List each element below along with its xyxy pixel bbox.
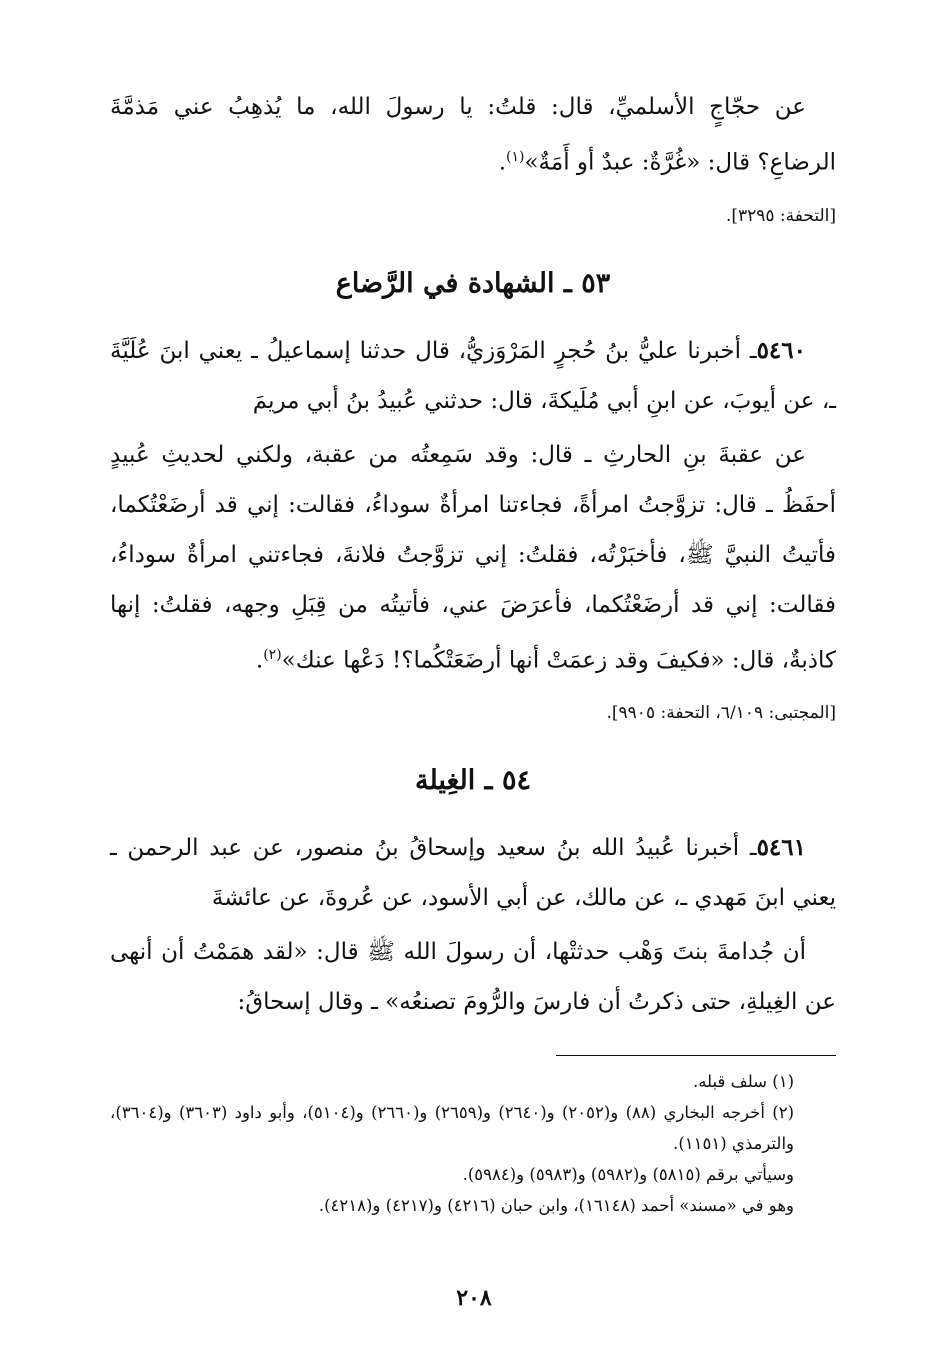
hadith-5460-isnad [110,326,836,426]
hadith-5461-number: ٥٤٦١ [756,834,806,862]
footnote-2: (٢) أخرجه البخاري (٨٨) و(٢٠٥٢) و(٢٦٤٠) و(٢٦٥٩) و(٢٦٦٠) و(٥١٠٤)، وأبو داود (٣٦٠٣) و(٣٦٠٤)، والترمذي (١١٥١). [110,1103,795,1154]
hadith-5461-isnad-text: ـ أخبرنا عُبيدُ الله بنُ سعيد وإسحاقُ بنُ منصور، عن عبد الرحمن ـ يعني ابنَ مَهدي ـ، عن مالك، عن أبي الأسود، عن عُروةَ، عن عائشةَ [110,835,836,912]
hadith-5460-tail: . [255,647,264,674]
footnote-marker-1: (١) [506,149,525,165]
hadith-5460-number: ٥٤٦٠ [756,336,806,364]
continuation-body: عن حجّاجٍ الأسلميِّ، قال: قلتُ: يا رسولَ الله، ما يُذهِبُ عني مَذمَّةَ الرضاعِ؟ قال: «غُرَّةٌ: عبدٌ أو أَمَةٌ» [110,94,836,176]
continuation-text [110,82,836,188]
hadith-5460-matn [110,430,836,686]
footnote-2-cont-a: وسيأتي برقم (٥٨١٥) و(٥٩٨٢) و(٥٩٨٣) و(٥٩٨٤). [462,1165,794,1185]
page-body [110,82,836,1221]
footnote-marker-2: (٢) [263,646,282,663]
hadith-5460-isnad-text: ـ أخبرنا عليُّ بنُ حُجرٍ المَرْوَزيُّ، قال حدثنا إسماعيلُ ـ يعني ابنَ عُلَيَّةَ ـ، عن أيوبَ، عن ابنِ أبي مُلَيكةَ، قال: حدثني عُبيدُ بنُ أبي مريمَ [110,337,836,414]
footnote-2-cont-b: وهو في «مسند» أحمد (١٦١٤٨)، وابن حبان (٤٢١٦) و(٤٢١٧) و(٤٢١٨). [318,1196,794,1216]
hadith-5461-matn: أن جُدامةَ بنتَ وَهْب حدثتْها، أن رسولَ الله ﷺ قال: «لقد همَمْتُ أن أنهى عن الغِيلةِ، حتى ذكرتُ أن فارسَ والرُّومَ تصنعُه» ـ وقال إسحاقُ: [110,939,836,1016]
hadith-5460-matn-text: عن عقبةَ بنِ الحارثِ ـ قال: وقد سَمِعتُه من عقبة، ولكني لحديثِ عُبيدٍ أحفَظُ ـ قال: تزوَّجتُ امرأةً، فجاءتنا امرأةٌ سوداءُ، فقالت: إني قد أرضَعْتُكما، فأتيتُ النبيَّ ﷺ، فأخبَرْتُه، فقلتُ: إني تزوَّجتُ فلانةَ، فجاءتني امرأةٌ سوداءُ، فقالت: إني قد أرضَعْتُكما، فأعرَضَ عني، فأتيتُه من قِبَلِ وجهه، فقلتُ: إنها كاذبةٌ، قال: «فكيفَ وقد زعمَتْ أنها أرضَعَتْكُما؟! دَعْها عنك» [110,441,836,674]
page-number: ٢٠٨ [456,1285,492,1311]
footnote-1: (١) سلف قبله. [692,1072,794,1092]
continuation-reference: [التحفة: ٣٢٩٥]. [725,205,836,226]
continuation-tail: . [498,149,507,176]
hadith-5461-isnad [110,823,836,923]
hadith-5460-reference: [المجتبى: ٦/١٠٩، التحفة: ٩٩٠٥]. [606,703,836,724]
footnote-separator [556,1055,836,1056]
chapter-54-title: ٥٤ ـ الغِيلة [414,765,532,797]
chapter-53-title: ٥٣ ـ الشهادة في الرَّضاع [335,267,611,299]
